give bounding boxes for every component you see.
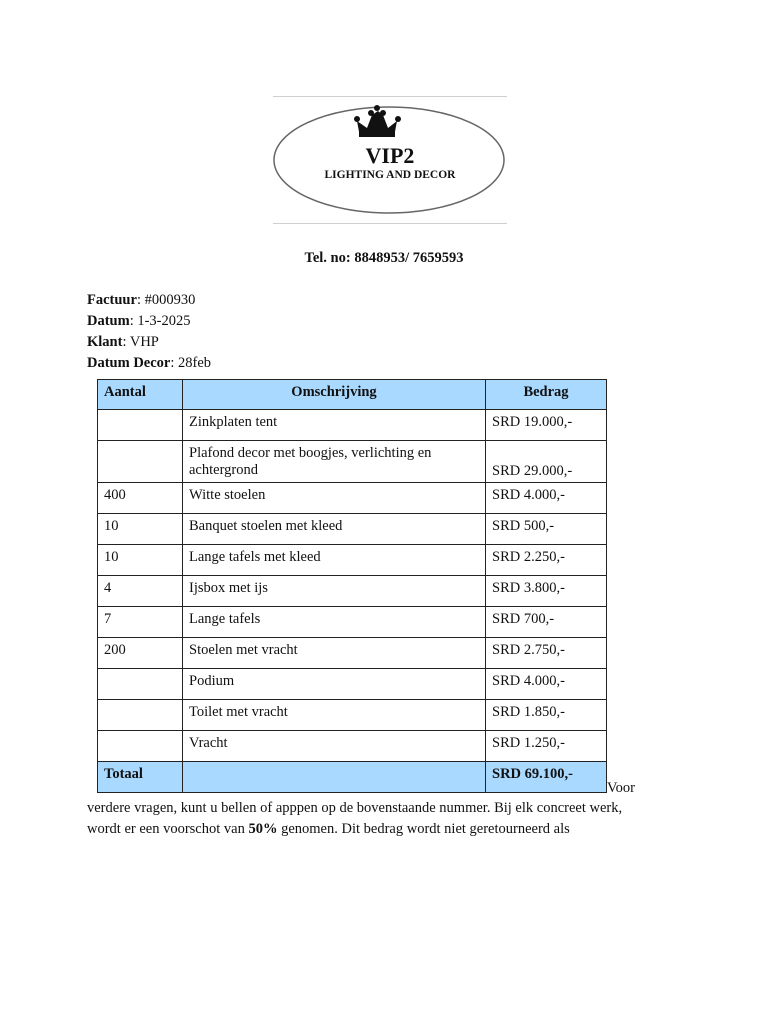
- qty-cell: 10: [98, 514, 183, 545]
- amount-cell: SRD 500,-: [486, 514, 607, 545]
- table-row: [98, 576, 607, 607]
- amount-cell: SRD 2.750,-: [486, 638, 607, 669]
- amount-cell: SRD 2.250,-: [486, 545, 607, 576]
- qty-cell: [98, 441, 183, 483]
- table-row: [98, 545, 607, 576]
- amount-cell: SRD 19.000,-: [486, 410, 607, 441]
- meta-datum-decor: Datum Decor: 28feb: [87, 355, 212, 371]
- table-row: [98, 638, 607, 669]
- amount-cell: SRD 4.000,-: [486, 483, 607, 514]
- meta-klant: Klant: VHP: [87, 334, 159, 350]
- amount-cell: SRD 3.800,-: [486, 576, 607, 607]
- desc-cell: Stoelen met vracht: [183, 638, 486, 669]
- footer-voor: Voor: [607, 780, 635, 796]
- header-omschrijving: Omschrijving: [183, 380, 486, 410]
- desc-cell: Witte stoelen: [183, 483, 486, 514]
- desc-cell: Podium: [183, 669, 486, 700]
- desc-cell: Toilet met vracht: [183, 700, 486, 731]
- total-desc: [183, 762, 486, 793]
- logo-tagline: LIGHTING AND DECOR: [324, 169, 456, 181]
- desc-cell: Lange tafels: [183, 607, 486, 638]
- qty-cell: 200: [98, 638, 183, 669]
- desc-cell: Vracht: [183, 731, 486, 762]
- desc-cell: Plafond decor met boogjes, verlichting en achtergrond: [183, 441, 486, 483]
- logo-name: VIP2: [365, 143, 415, 168]
- total-amount: SRD 69.100,-: [486, 762, 607, 793]
- desc-cell: Lange tafels met kleed: [183, 545, 486, 576]
- table-header-row: [98, 380, 607, 410]
- amount-cell: SRD 4.000,-: [486, 669, 607, 700]
- meta-datum: Datum: 1-3-2025: [87, 313, 191, 329]
- table-row: [98, 441, 607, 483]
- phone-line: Tel. no: 8848953/ 7659593: [304, 250, 464, 266]
- amount-cell: SRD 1.850,-: [486, 700, 607, 731]
- logo-emblem: [273, 97, 507, 223]
- desc-cell: Zinkplaten tent: [183, 410, 486, 441]
- table-row: [98, 607, 607, 638]
- qty-cell: 4: [98, 576, 183, 607]
- qty-cell: [98, 731, 183, 762]
- meta-factuur: Factuur: #000930: [87, 292, 196, 308]
- amount-cell: SRD 700,-: [486, 607, 607, 638]
- qty-cell: [98, 410, 183, 441]
- qty-cell: [98, 669, 183, 700]
- header-bedrag: Bedrag: [486, 380, 607, 410]
- desc-cell: Banquet stoelen met kleed: [183, 514, 486, 545]
- table-row: [98, 731, 607, 762]
- table-row: [98, 700, 607, 731]
- qty-cell: [98, 700, 183, 731]
- table-row: [98, 514, 607, 545]
- desc-cell: Ijsbox met ijs: [183, 576, 486, 607]
- qty-cell: 400: [98, 483, 183, 514]
- table-row: [98, 669, 607, 700]
- table-row: [98, 410, 607, 441]
- invoice-table: [97, 379, 607, 793]
- amount-cell: SRD 1.250,-: [486, 731, 607, 762]
- qty-cell: 7: [98, 607, 183, 638]
- footer-text-before: verdere vragen, kunt u bellen of apppen op de bovenstaande nummer. Bij elk concreet werk, wordt er een voorschot van: [87, 800, 623, 837]
- header-aantal: Aantal: [98, 380, 183, 410]
- company-logo: [273, 96, 507, 224]
- total-row: [98, 762, 607, 793]
- amount-cell: SRD 29.000,-: [486, 441, 607, 483]
- invoice-meta: [87, 290, 211, 374]
- table-row: [98, 483, 607, 514]
- total-label: Totaal: [98, 762, 183, 793]
- footer-text-after: genomen. Dit bedrag wordt niet geretourneerd als: [277, 821, 570, 837]
- footer-bold-percentage: 50%: [248, 821, 278, 837]
- footer-note: [87, 798, 647, 840]
- qty-cell: 10: [98, 545, 183, 576]
